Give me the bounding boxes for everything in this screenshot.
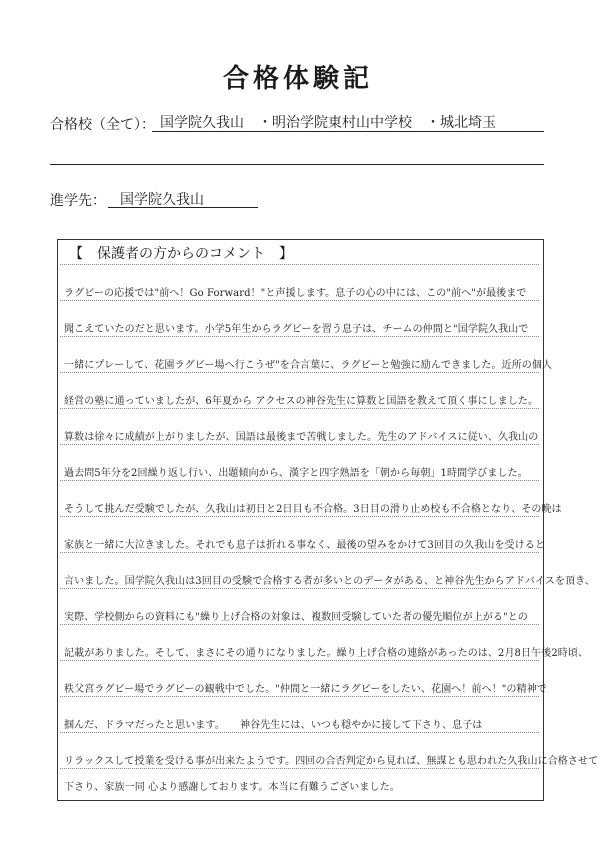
comment-line: 記載がありました。そして、まさにその通りになりました。繰り上げ合格の連絡があったのは、2月8日午後2時頃、 [64, 648, 589, 659]
enroll-value: 国学院久我山 [120, 192, 204, 208]
comment-line: 秩父宮ラグビー場でラグビーの観戦中でした。"仲間と一緒にラグビーをしたい、花園へ！前へ！"の精神で [64, 684, 547, 695]
school-underline-2 [50, 164, 544, 165]
ruled-line [60, 768, 539, 769]
ruled-line [60, 696, 539, 697]
comment-line: ラグビーの応援では"前へ！Go Forward！"と声援します。息子の心の中には、この"前へ"が最後まで [64, 288, 527, 299]
enroll-underline [108, 207, 258, 208]
ruled-line [60, 444, 539, 445]
comment-line: 算数は徐々に成績が上がりましたが、国語は最後まで苦戦しました。先生のアドバイスに従い、久我山の [64, 432, 539, 443]
comment-line: リラックスして授業を受ける事が出来たようです。四回の合否判定から見れば、無謀とも思われた久我山に合格させて [64, 756, 598, 767]
ruled-line [60, 588, 539, 589]
comment-line: 聞こえていたのだと思います。小学5年生からラグビーを習う息子は、チームの仲間と"国学院久我山で [64, 324, 529, 335]
ruled-line [60, 732, 539, 733]
comment-line: 掴んだ、ドラマだったと思います。 神谷先生には、いつも穏やかに接して下さり、息子は [64, 720, 483, 731]
comment-line: 家族と一緒に大泣きました。それでも息子は折れる事なく、最後の望みをかけて3回目の久我山を受けると [64, 540, 545, 551]
ruled-line [60, 624, 539, 625]
ruled-line [60, 300, 539, 301]
ruled-line [60, 408, 539, 409]
school-label: 合格校（全て）： [50, 117, 155, 133]
ruled-line [60, 336, 539, 337]
ruled-line [60, 372, 539, 373]
comment-line: 経営の塾に通っていましたが、6年夏から アクセスの神谷先生に算数と国語を教えて頂く事にしました。 [64, 396, 539, 407]
comment-divider [60, 264, 539, 265]
comment-line: 一緒にプレーして、花園ラグビー場へ行こうぜ"を合言葉に、ラグビーと勉強に励んできました。近所の個人 [64, 360, 553, 371]
enroll-label: 進学先： [50, 193, 106, 209]
comment-heading: 【 保護者の方からのコメント 】 [69, 246, 293, 262]
comment-line: 下さり、家族一同 心より感謝しております。本当に有難うございました。 [64, 782, 400, 793]
ruled-line [60, 516, 539, 517]
ruled-line [60, 660, 539, 661]
ruled-line [60, 552, 539, 553]
school-underline [152, 131, 544, 132]
comment-line: そうして挑んだ受験でしたが、久我山は初日と2日目も不合格。3日目の滑り止め校も不合格となり、その晩は [64, 504, 562, 515]
comment-line: 実際、学校側からの資料にも"繰り上げ合格の対象は、複数回受験していた者の優先順位が上がる"との [64, 612, 528, 623]
school-value: 国学院久我山 ・明治学院東村山中学校 ・城北埼玉 [160, 115, 496, 131]
ruled-line [60, 480, 539, 481]
comment-line: 過去問5年分を2回繰り返し行い、出題傾向から、漢字と四字熟語を「朝から毎朝」1時間学びました。 [64, 468, 528, 479]
page-title: 合格体験記 [222, 64, 373, 94]
comment-line: 言いました。国学院久我山は3回目の受験で合格する者が多いとのデータがある、と神谷先生からアドバイスを頂き、 [64, 576, 595, 587]
